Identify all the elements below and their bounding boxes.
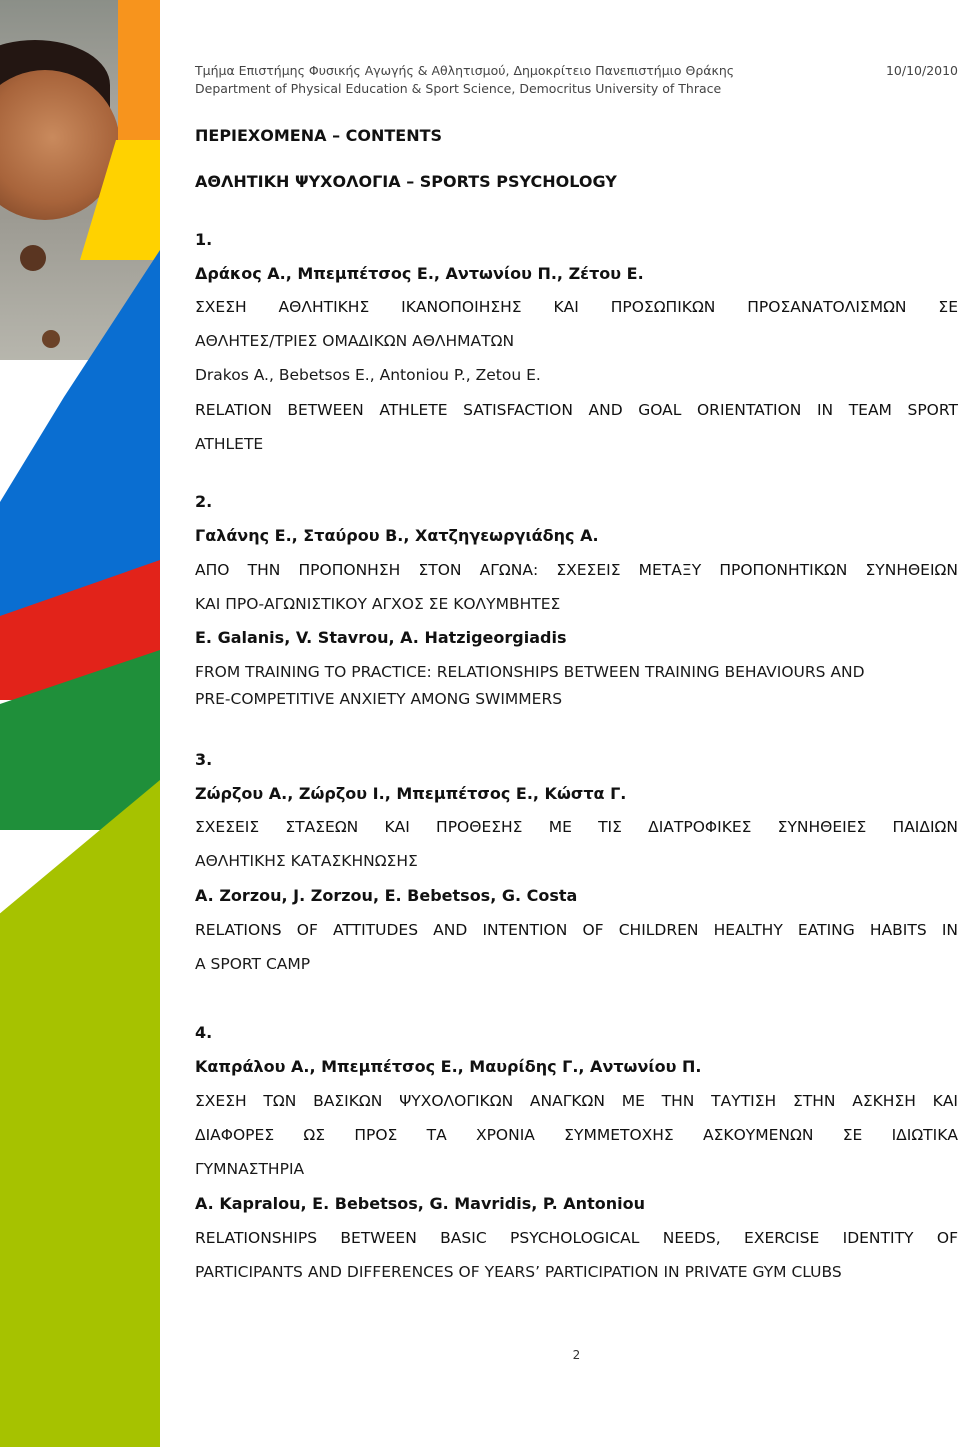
entry-title-english: RELATIONSHIPS BETWEEN BASIC PSYCHOLOGICAL NEEDS, EXERCISE IDENTITY OF [195,1229,958,1247]
entry-title-greek: ΣΧΕΣΕΙΣ ΣΤΑΣΕΩΝ ΚΑΙ ΠΡΟΘΕΣΗΣ ΜΕ ΤΙΣ ΔΙΑΤΡΟΦΙΚΕΣ ΣΥΝΗΘΕΙΕΣ ΠΑΙΔΙΩΝ [195,818,958,836]
header-english: Department of Physical Education & Sport Science, Democritus University of Thrace [195,81,722,96]
entry-authors-greek: Ζώρζου Α., Ζώρζου Ι., Μπεμπέτσος Ε., Κώστα Γ. [195,784,627,803]
entry-authors-greek: Καπράλου Α., Μπεμπέτσος Ε., Μαυρίδης Γ., Αντωνίου Π. [195,1057,702,1076]
entry-title-greek: ΑΘΛΗΤΕΣ/ΤΡΙΕΣ ΟΜΑΔΙΚΩΝ ΑΘΛΗΜΑΤΩΝ [195,332,515,350]
entry-authors-english: A. Kapralou, E. Bebetsos, G. Mavridis, P. Antoniou [195,1194,645,1213]
entry-title-english: PRE-COMPETITIVE ANXIETY AMONG SWIMMERS [195,690,563,708]
page-header [195,62,960,98]
entry-number: 4. [195,1023,213,1042]
entry-number: 3. [195,750,213,769]
page-number: 2 [572,1348,581,1362]
contents-title: ΠΕΡΙΕΧΟΜΕΝΑ – CONTENTS [195,126,443,145]
entry-title-greek: ΚΑΙ ΠΡΟ-ΑΓΩΝΙΣΤΙΚΟΥ ΑΓΧΟΣ ΣΕ ΚΟΛΥΜΒΗΤΕΣ [195,595,561,613]
lime-band [0,780,160,1447]
entry-authors-english: A. Zorzou, J. Zorzou, E. Bebetsos, G. Costa [195,886,578,905]
entry-title-english: RELATIONS OF ATTITUDES AND INTENTION OF CHILDREN HEALTHY EATING HABITS IN [195,921,958,939]
entry-title-greek: ΑΠΟ ΤΗΝ ΠΡΟΠΟΝΗΣΗ ΣΤΟΝ ΑΓΩΝΑ: ΣΧΕΣΕΙΣ ΜΕΤΑΞΥ ΠΡΟΠΟΝΗΤΙΚΩΝ ΣΥΝΗΘΕΙΩΝ [195,561,958,579]
entry-title-greek: ΣΧΕΣΗ ΑΘΛΗΤΙΚΗΣ ΙΚΑΝΟΠΟΙΗΣΗΣ ΚΑΙ ΠΡΟΣΩΠΙΚΩΝ ΠΡΟΣΑΝΑΤΟΛΙΣΜΩΝ ΣΕ [195,298,958,316]
entry-number: 2. [195,492,213,511]
decorative-side-stripe [0,0,160,1447]
entry-title-english: FROM TRAINING TO PRACTICE: RELATIONSHIPS BETWEEN TRAINING BEHAVIOURS AND [195,663,865,681]
entry-title-english: RELATION BETWEEN ATHLETE SATISFACTION AND GOAL ORIENTATION IN TEAM SPORT [195,401,958,419]
entry-title-english: PARTICIPANTS AND DIFFERENCES OF YEARS’ PARTICIPATION IN PRIVATE GYM CLUBS [195,1263,842,1281]
header-greek: Τμήμα Επιστήμης Φυσικής Αγωγής & Αθλητισμού, Δημοκρίτειο Πανεπιστήμιο Θράκης [195,63,735,78]
photo-child-head [42,330,60,348]
entry-title-english: A SPORT CAMP [195,955,311,973]
entry-title-greek: ΑΘΛΗΤΙΚΗΣ ΚΑΤΑΣΚΗΝΩΣΗΣ [195,852,418,870]
orange-band [118,0,160,150]
entry-title-english: ATHLETE [195,435,264,453]
photo-child-head [20,245,46,271]
entry-title-greek: ΣΧΕΣΗ ΤΩΝ ΒΑΣΙΚΩΝ ΨΥΧΟΛΟΓΙΚΩΝ ΑΝΑΓΚΩΝ ΜΕ ΤΗΝ ΤΑΥΤΙΣΗ ΣΤΗΝ ΑΣΚΗΣΗ ΚΑΙ [195,1092,958,1110]
entry-number: 1. [195,230,213,249]
entry-title-greek: ΔΙΑΦΟΡΕΣ ΩΣ ΠΡΟΣ ΤΑ ΧΡΟΝΙΑ ΣΥΜΜΕΤΟΧΗΣ ΑΣΚΟΥΜΕΝΩΝ ΣΕ ΙΔΙΩΤΙΚΑ [195,1126,958,1144]
entry-authors-greek: Γαλάνης Ε., Σταύρου Β., Χατζηγεωργιάδης Α. [195,526,599,545]
entry-authors-english: E. Galanis, V. Stavrou, A. Hatzigeorgiadis [195,628,567,647]
entry-title-greek: ΓΥΜΝΑΣΤΗΡΙΑ [195,1160,305,1178]
header-date: 10/10/2010 [885,63,958,78]
entry-authors-greek: Δράκος Α., Μπεμπέτσος Ε., Αντωνίου Π., Ζέτου Ε. [195,264,644,283]
section-title: ΑΘΛΗΤΙΚΗ ΨΥΧΟΛΟΓΙΑ – SPORTS PSYCHOLOGY [195,172,617,191]
entry-authors-english: Drakos A., Bebetsos E., Antoniou P., Zetou E. [195,366,541,384]
